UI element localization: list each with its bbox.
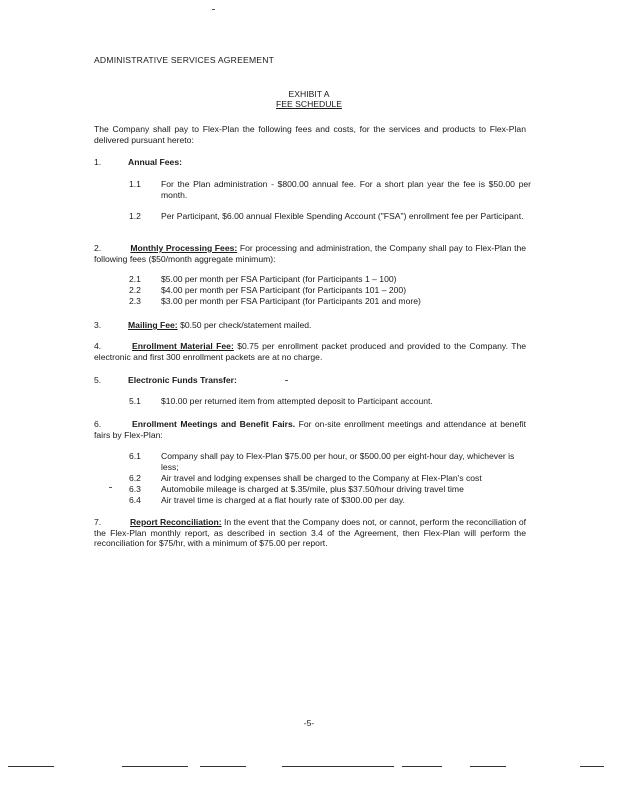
page-number: -5- — [303, 718, 315, 728]
section-4-title: Enrollment Material Fee: — [131, 341, 234, 351]
item-6-4-number: 6.4 — [129, 495, 141, 505]
section-6-title: Enrollment Meetings and Benefit Fairs. — [132, 419, 296, 429]
section-2-number: 2. — [94, 243, 102, 253]
item-1-2-text: Per Participant, $6.00 annual Flexible Spending Account ("FSA") enrollment fee per Participant. — [161, 211, 524, 221]
section-2-text: For processing and administration, the Company shall pay to Flex-Plan the following fees ($50/month aggregate minimum): — [94, 243, 527, 264]
item-2-3-number: 2.3 — [129, 296, 141, 306]
item-2-2-number: 2.2 — [129, 285, 141, 295]
section-7-title: Report Reconciliation: — [129, 517, 222, 527]
exhibit-subtitle: FEE SCHEDULE — [276, 99, 342, 109]
exhibit-title: EXHIBIT A — [288, 89, 330, 99]
scan-rule — [122, 766, 188, 767]
section-3-title: Mailing Fee: — [128, 320, 178, 330]
scan-speck — [212, 9, 215, 10]
section-5-number: 5. — [94, 375, 102, 385]
document-header: ADMINISTRATIVE SERVICES AGREEMENT — [94, 55, 275, 65]
item-2-3-text: $3.00 per month per FSA Participant (for Participants 201 and more) — [161, 296, 421, 306]
scan-rule — [8, 766, 54, 767]
scan-speck — [109, 487, 112, 488]
scan-rule — [282, 766, 394, 767]
section-4-text: $0.75 per enrollment packet produced and provided to the Company. The electronic and first 300 enrollment packets are at no charge. — [94, 341, 527, 362]
section-4-number: 4. — [94, 341, 102, 351]
section-1-number: 1. — [94, 157, 102, 167]
scan-speck — [285, 380, 288, 381]
item-1-2-number: 1.2 — [129, 211, 141, 221]
section-2-title: Monthly Processing Fees: — [130, 243, 238, 253]
intro-paragraph: The Company shall pay to Flex-Plan the following fees and costs, for the services and products to Flex-Plan delivered pursuant hereto: — [94, 124, 526, 145]
section-6-number: 6. — [94, 419, 102, 429]
section-6-text: For on-site enrollment meetings and attendance at benefit fairs by Flex-Plan: — [94, 419, 527, 440]
item-6-2-text: Air travel and lodging expenses shall be charged to the Company at Flex-Plan's cost — [161, 473, 482, 483]
section-1-title: Annual Fees: — [128, 157, 182, 167]
item-1-1-number: 1.1 — [129, 179, 141, 189]
item-6-3-number: 6.3 — [129, 484, 141, 494]
item-2-1-text: $5.00 per month per FSA Participant (for Participants 1 – 100) — [161, 274, 397, 284]
item-5-1-number: 5.1 — [129, 396, 141, 406]
scan-rule — [402, 766, 442, 767]
item-6-1-number: 6.1 — [129, 451, 141, 461]
item-5-1-text: $10.00 per returned item from attempted deposit to Participant account. — [161, 396, 433, 406]
scan-rule — [580, 766, 604, 767]
item-6-1-text: Company shall pay to Flex-Plan $75.00 per hour, or $500.00 per eight-hour day, whichever is less; — [161, 451, 515, 472]
scan-rule — [470, 766, 506, 767]
scan-rule — [200, 766, 246, 767]
item-6-3-text: Automobile mileage is charged at $.35/mile, plus $37.50/hour driving travel time — [161, 484, 464, 494]
item-2-1-number: 2.1 — [129, 274, 141, 284]
section-3-text: $0.50 per check/statement mailed. — [180, 320, 312, 330]
section-3-number: 3. — [94, 320, 102, 330]
item-1-1-text: For the Plan administration - $800.00 annual fee. For a short plan year the fee is $50.00 per month. — [161, 179, 531, 200]
section-3-line — [128, 320, 311, 331]
section-7-text: In the event that the Company does not, or cannot, perform the reconciliation of the Flex-Plan monthly report, as described in section 3.4 of the Agreement, then Flex-Plan will perform the reconciliation for $75/hr, with a minimum of $75.00 per report. — [94, 517, 526, 548]
section-4-paragraph — [94, 341, 526, 362]
item-6-4-text: Air travel time is charged at a flat hourly rate of $300.00 per day. — [161, 495, 405, 505]
section-5-title: Electronic Funds Transfer: — [128, 375, 237, 385]
section-6-paragraph — [94, 419, 526, 440]
item-2-2-text: $4.00 per month per FSA Participant (for Participants 101 – 200) — [161, 285, 407, 295]
section-7-paragraph — [94, 517, 526, 549]
item-6-2-number: 6.2 — [129, 473, 141, 483]
section-7-number: 7. — [94, 517, 102, 527]
section-2-paragraph — [94, 243, 526, 264]
